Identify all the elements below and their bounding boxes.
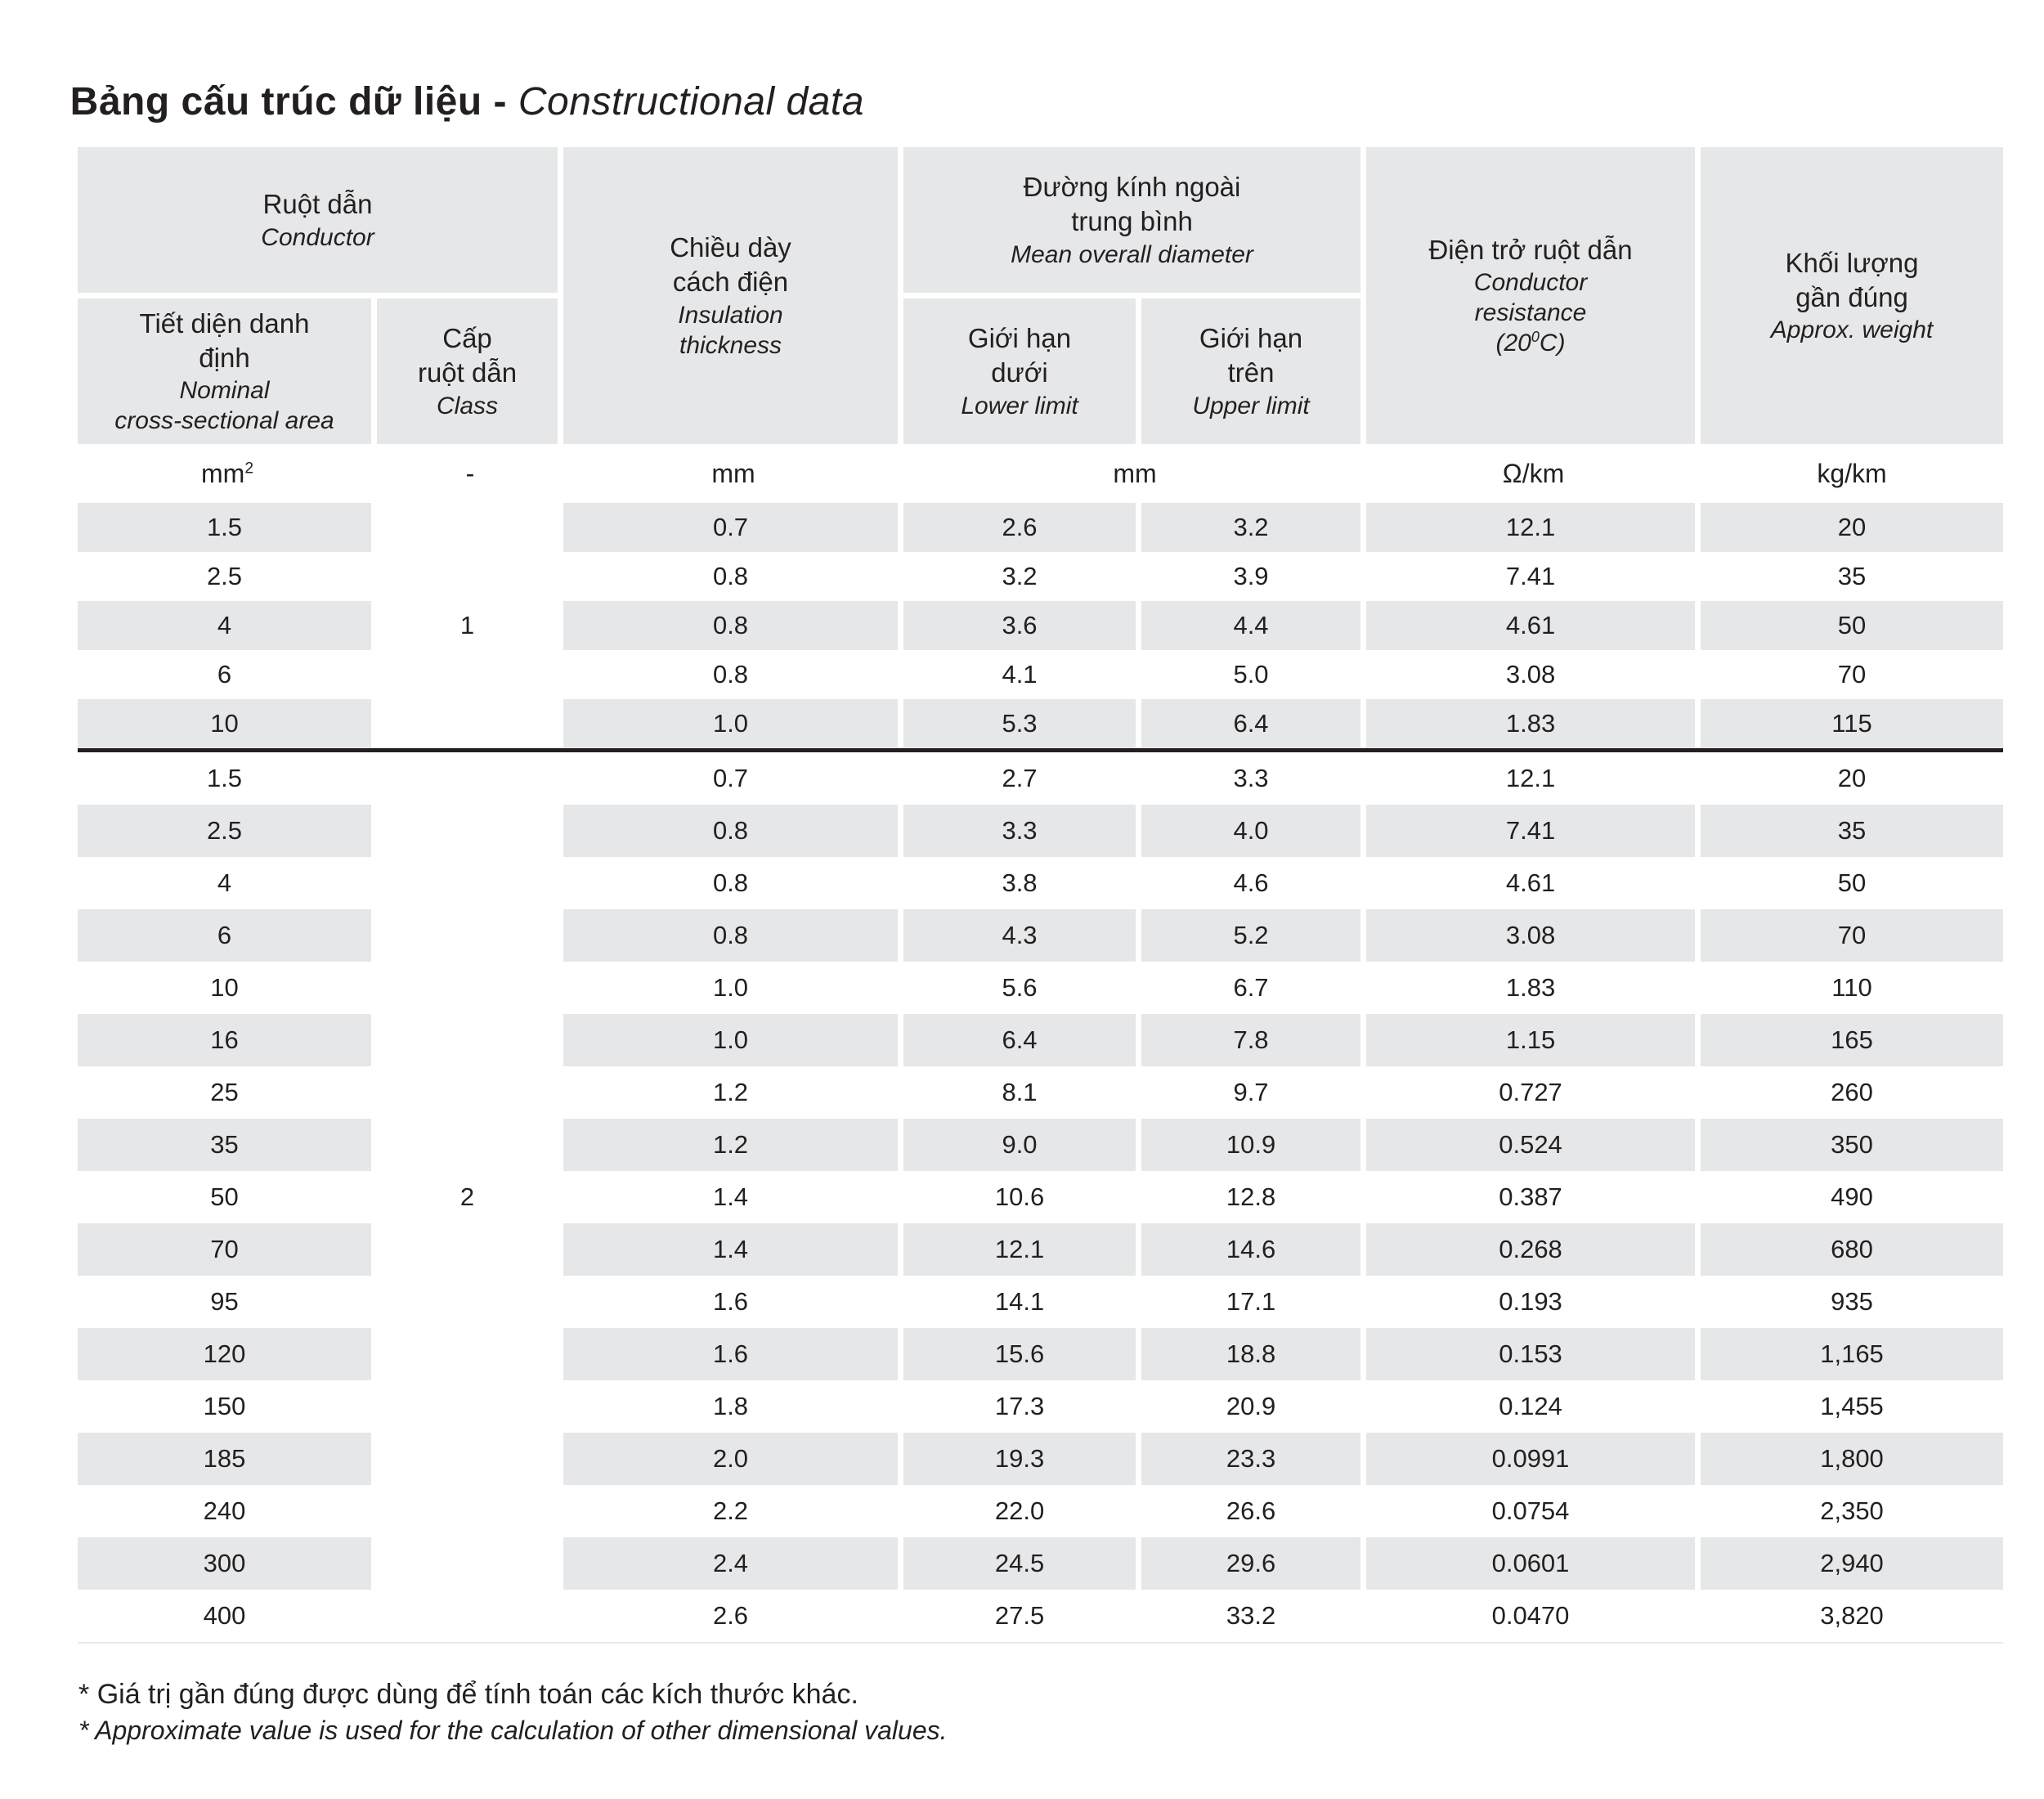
cell-upper-limit: 4.4 xyxy=(1141,601,1366,650)
cell-class: 2 xyxy=(377,752,563,1642)
cell-insulation-thickness: 0.8 xyxy=(563,552,903,601)
cell-upper-limit: 29.6 xyxy=(1141,1537,1366,1590)
header-mean-overall-diameter: Đường kính ngoài trung bình Mean overall diameter xyxy=(903,147,1366,298)
cell-weight: 70 xyxy=(1701,650,2003,699)
cell-lower-limit: 4.3 xyxy=(903,909,1141,962)
cell-insulation-thickness: 0.7 xyxy=(563,752,903,805)
cell-lower-limit: 2.6 xyxy=(903,503,1141,552)
constructional-data-table xyxy=(78,147,2003,1644)
cell-nominal-area: 50 xyxy=(78,1171,377,1223)
footnote-marker: * xyxy=(78,1679,90,1710)
cell-lower-limit: 5.6 xyxy=(903,962,1141,1014)
cell-resistance: 7.41 xyxy=(1366,805,1701,857)
cell-upper-limit: 12.8 xyxy=(1141,1171,1366,1223)
cell-upper-limit: 26.6 xyxy=(1141,1485,1366,1537)
cell-resistance: 0.193 xyxy=(1366,1276,1701,1328)
cell-resistance: 0.124 xyxy=(1366,1380,1701,1433)
table-header xyxy=(78,147,2003,503)
cell-nominal-area: 6 xyxy=(78,909,377,962)
footnotes xyxy=(78,1676,948,1747)
cell-weight: 2,350 xyxy=(1701,1485,2003,1537)
table-row xyxy=(78,1014,2003,1066)
cell-lower-limit: 14.1 xyxy=(903,1276,1141,1328)
header-approx-weight: Khối lượng gần đúng Approx. weight xyxy=(1701,147,2003,444)
header-conductor: Ruột dẫn Conductor xyxy=(78,147,563,298)
cell-upper-limit: 3.3 xyxy=(1141,752,1366,805)
table-row xyxy=(78,752,2003,805)
table-row xyxy=(78,552,2003,601)
cell-weight: 165 xyxy=(1701,1014,2003,1066)
cell-lower-limit: 3.6 xyxy=(903,601,1141,650)
cell-upper-limit: 3.9 xyxy=(1141,552,1366,601)
cell-resistance: 0.524 xyxy=(1366,1119,1701,1171)
cell-nominal-area: 70 xyxy=(78,1223,377,1276)
cell-weight: 680 xyxy=(1701,1223,2003,1276)
cell-insulation-thickness: 1.2 xyxy=(563,1119,903,1171)
cell-resistance: 7.41 xyxy=(1366,552,1701,601)
unit-diameter: mm xyxy=(903,444,1366,503)
cell-resistance: 0.727 xyxy=(1366,1066,1701,1119)
cell-insulation-thickness: 0.8 xyxy=(563,805,903,857)
cell-weight: 2,940 xyxy=(1701,1537,2003,1590)
page-title-separator: - xyxy=(482,80,518,123)
cell-lower-limit: 3.2 xyxy=(903,552,1141,601)
cell-resistance: 4.61 xyxy=(1366,601,1701,650)
cell-lower-limit: 12.1 xyxy=(903,1223,1141,1276)
cell-lower-limit: 3.3 xyxy=(903,805,1141,857)
cell-insulation-thickness: 1.6 xyxy=(563,1276,903,1328)
cell-insulation-thickness: 2.6 xyxy=(563,1590,903,1642)
cell-lower-limit: 10.6 xyxy=(903,1171,1141,1223)
cell-resistance: 0.268 xyxy=(1366,1223,1701,1276)
cell-insulation-thickness: 1.8 xyxy=(563,1380,903,1433)
page-title-vietnamese: Bảng cấu trúc dữ liệu xyxy=(69,80,482,123)
cell-lower-limit: 9.0 xyxy=(903,1119,1141,1171)
cell-nominal-area: 10 xyxy=(78,962,377,1014)
table-row xyxy=(78,1433,2003,1485)
cell-nominal-area: 35 xyxy=(78,1119,377,1171)
cell-resistance: 1.83 xyxy=(1366,699,1701,748)
cell-upper-limit: 18.8 xyxy=(1141,1328,1366,1380)
table-row xyxy=(78,1537,2003,1590)
cell-upper-limit: 6.7 xyxy=(1141,962,1366,1014)
cell-resistance: 0.387 xyxy=(1366,1171,1701,1223)
table-row xyxy=(78,1223,2003,1276)
cell-resistance: 1.15 xyxy=(1366,1014,1701,1066)
table-row xyxy=(78,1171,2003,1223)
table-row xyxy=(78,601,2003,650)
cell-insulation-thickness: 2.0 xyxy=(563,1433,903,1485)
cell-upper-limit: 23.3 xyxy=(1141,1433,1366,1485)
cell-insulation-thickness: 0.8 xyxy=(563,857,903,909)
cell-lower-limit: 19.3 xyxy=(903,1433,1141,1485)
cell-insulation-thickness: 1.4 xyxy=(563,1171,903,1223)
footnote-marker: * xyxy=(78,1715,89,1745)
unit-resistance: Ω/km xyxy=(1366,444,1701,503)
cell-upper-limit: 20.9 xyxy=(1141,1380,1366,1433)
table-row xyxy=(78,650,2003,699)
unit-class: - xyxy=(377,444,563,503)
unit-area: $mm^2$ xyxy=(78,444,377,503)
table-row xyxy=(78,1590,2003,1642)
cell-insulation-thickness: 0.8 xyxy=(563,650,903,699)
cell-nominal-area: 240 xyxy=(78,1485,377,1537)
cell-nominal-area: 1.5 xyxy=(78,503,377,552)
cell-nominal-area: 300 xyxy=(78,1537,377,1590)
cell-weight: 1,800 xyxy=(1701,1433,2003,1485)
cell-class: 1 xyxy=(377,503,563,748)
cell-upper-limit: 5.0 xyxy=(1141,650,1366,699)
table-row xyxy=(78,1380,2003,1433)
cell-upper-limit: 6.4 xyxy=(1141,699,1366,748)
cell-weight: 350 xyxy=(1701,1119,2003,1171)
table-row xyxy=(78,699,2003,748)
cell-upper-limit: 9.7 xyxy=(1141,1066,1366,1119)
table-row xyxy=(78,857,2003,909)
cell-lower-limit: 24.5 xyxy=(903,1537,1141,1590)
table-row xyxy=(78,1066,2003,1119)
section-1-body xyxy=(78,503,2003,748)
cell-weight: 35 xyxy=(1701,805,2003,857)
cell-lower-limit: 27.5 xyxy=(903,1590,1141,1642)
header-nominal-cross-sectional-area: Tiết diện danh định Nominal cross-sectional area xyxy=(78,298,377,444)
footnote-english: * Approximate value is used for the calculation of other dimensional values. xyxy=(78,1715,948,1745)
cell-weight: 115 xyxy=(1701,699,2003,748)
cell-insulation-thickness: 1.4 xyxy=(563,1223,903,1276)
header-insulation-thickness: Chiều dày cách điện Insulation thickness xyxy=(563,147,903,444)
cell-insulation-thickness: 2.4 xyxy=(563,1537,903,1590)
cell-lower-limit: 5.3 xyxy=(903,699,1141,748)
cell-weight: 50 xyxy=(1701,857,2003,909)
cell-nominal-area: 400 xyxy=(78,1590,377,1642)
cell-lower-limit: 3.8 xyxy=(903,857,1141,909)
cell-upper-limit: 4.6 xyxy=(1141,857,1366,909)
cell-lower-limit: 6.4 xyxy=(903,1014,1141,1066)
cell-nominal-area: 185 xyxy=(78,1433,377,1485)
cell-lower-limit: 2.7 xyxy=(903,752,1141,805)
units-row xyxy=(78,444,2003,503)
table-row xyxy=(78,1276,2003,1328)
cell-weight: 490 xyxy=(1701,1171,2003,1223)
cell-weight: 50 xyxy=(1701,601,2003,650)
cell-upper-limit: 10.9 xyxy=(1141,1119,1366,1171)
cell-upper-limit: 7.8 xyxy=(1141,1014,1366,1066)
cell-weight: 35 xyxy=(1701,552,2003,601)
cell-nominal-area: 120 xyxy=(78,1328,377,1380)
cell-weight: 3,820 xyxy=(1701,1590,2003,1642)
table-row xyxy=(78,962,2003,1014)
cell-upper-limit: 33.2 xyxy=(1141,1590,1366,1642)
table-row xyxy=(78,909,2003,962)
cell-resistance: 12.1 xyxy=(1366,752,1701,805)
cell-weight: 110 xyxy=(1701,962,2003,1014)
cell-nominal-area: 95 xyxy=(78,1276,377,1328)
cell-insulation-thickness: 0.8 xyxy=(563,909,903,962)
cell-upper-limit: 5.2 xyxy=(1141,909,1366,962)
cell-lower-limit: 22.0 xyxy=(903,1485,1141,1537)
cell-resistance: 3.08 xyxy=(1366,909,1701,962)
cell-upper-limit: 4.0 xyxy=(1141,805,1366,857)
table-row xyxy=(78,503,2003,552)
cell-nominal-area: 25 xyxy=(78,1066,377,1119)
cell-resistance: 0.0991 xyxy=(1366,1433,1701,1485)
cell-weight: 260 xyxy=(1701,1066,2003,1119)
cell-insulation-thickness: 1.0 xyxy=(563,1014,903,1066)
cell-resistance: 0.153 xyxy=(1366,1328,1701,1380)
header-lower-limit: Giới hạn dưới Lower limit xyxy=(903,298,1141,444)
cell-resistance: 0.0470 xyxy=(1366,1590,1701,1642)
cell-resistance: 3.08 xyxy=(1366,650,1701,699)
cell-nominal-area: 4 xyxy=(78,601,377,650)
header-conductor-class: Cấp ruột dẫn Class xyxy=(377,298,563,444)
cell-upper-limit: 14.6 xyxy=(1141,1223,1366,1276)
cell-resistance: 1.83 xyxy=(1366,962,1701,1014)
table-row xyxy=(78,1119,2003,1171)
table-row xyxy=(78,805,2003,857)
cell-weight: 20 xyxy=(1701,752,2003,805)
unit-insulation: mm xyxy=(563,444,903,503)
header-upper-limit: Giới hạn trên Upper limit xyxy=(1141,298,1366,444)
cell-insulation-thickness: 2.2 xyxy=(563,1485,903,1537)
header-conductor-resistance: Điện trở ruột dẫn Conductor resistance $(20^0C)$ xyxy=(1366,147,1701,444)
cell-lower-limit: 8.1 xyxy=(903,1066,1141,1119)
cell-nominal-area: 6 xyxy=(78,650,377,699)
unit-weight: kg/km xyxy=(1701,444,2003,503)
footnote-vietnamese: * Giá trị gần đúng được dùng để tính toán các kích thước khác. xyxy=(78,1679,858,1710)
cell-resistance: 4.61 xyxy=(1366,857,1701,909)
cell-nominal-area: 2.5 xyxy=(78,805,377,857)
cell-resistance: 12.1 xyxy=(1366,503,1701,552)
cell-lower-limit: 4.1 xyxy=(903,650,1141,699)
page-title-english: Constructional data xyxy=(518,80,864,123)
cell-nominal-area: 1.5 xyxy=(78,752,377,805)
cell-resistance: 0.0754 xyxy=(1366,1485,1701,1537)
table-row xyxy=(78,1328,2003,1380)
cell-insulation-thickness: 1.6 xyxy=(563,1328,903,1380)
cell-weight: 1,455 xyxy=(1701,1380,2003,1433)
cell-nominal-area: 2.5 xyxy=(78,552,377,601)
cell-insulation-thickness: 1.2 xyxy=(563,1066,903,1119)
cell-nominal-area: 150 xyxy=(78,1380,377,1433)
cell-lower-limit: 15.6 xyxy=(903,1328,1141,1380)
section-2-body xyxy=(78,752,2003,1642)
constructional-data-table-wrap xyxy=(78,147,2003,1644)
cell-nominal-area: 4 xyxy=(78,857,377,909)
cell-insulation-thickness: 1.0 xyxy=(563,962,903,1014)
cell-insulation-thickness: 0.8 xyxy=(563,601,903,650)
cell-insulation-thickness: 1.0 xyxy=(563,699,903,748)
cell-upper-limit: 3.2 xyxy=(1141,503,1366,552)
cell-weight: 20 xyxy=(1701,503,2003,552)
cell-upper-limit: 17.1 xyxy=(1141,1276,1366,1328)
cell-weight: 1,165 xyxy=(1701,1328,2003,1380)
cell-resistance: 0.0601 xyxy=(1366,1537,1701,1590)
table-row xyxy=(78,1485,2003,1537)
cell-nominal-area: 16 xyxy=(78,1014,377,1066)
cell-weight: 70 xyxy=(1701,909,2003,962)
cell-weight: 935 xyxy=(1701,1276,2003,1328)
page-title xyxy=(47,34,864,124)
cell-lower-limit: 17.3 xyxy=(903,1380,1141,1433)
cell-insulation-thickness: 0.7 xyxy=(563,503,903,552)
cell-nominal-area: 10 xyxy=(78,699,377,748)
